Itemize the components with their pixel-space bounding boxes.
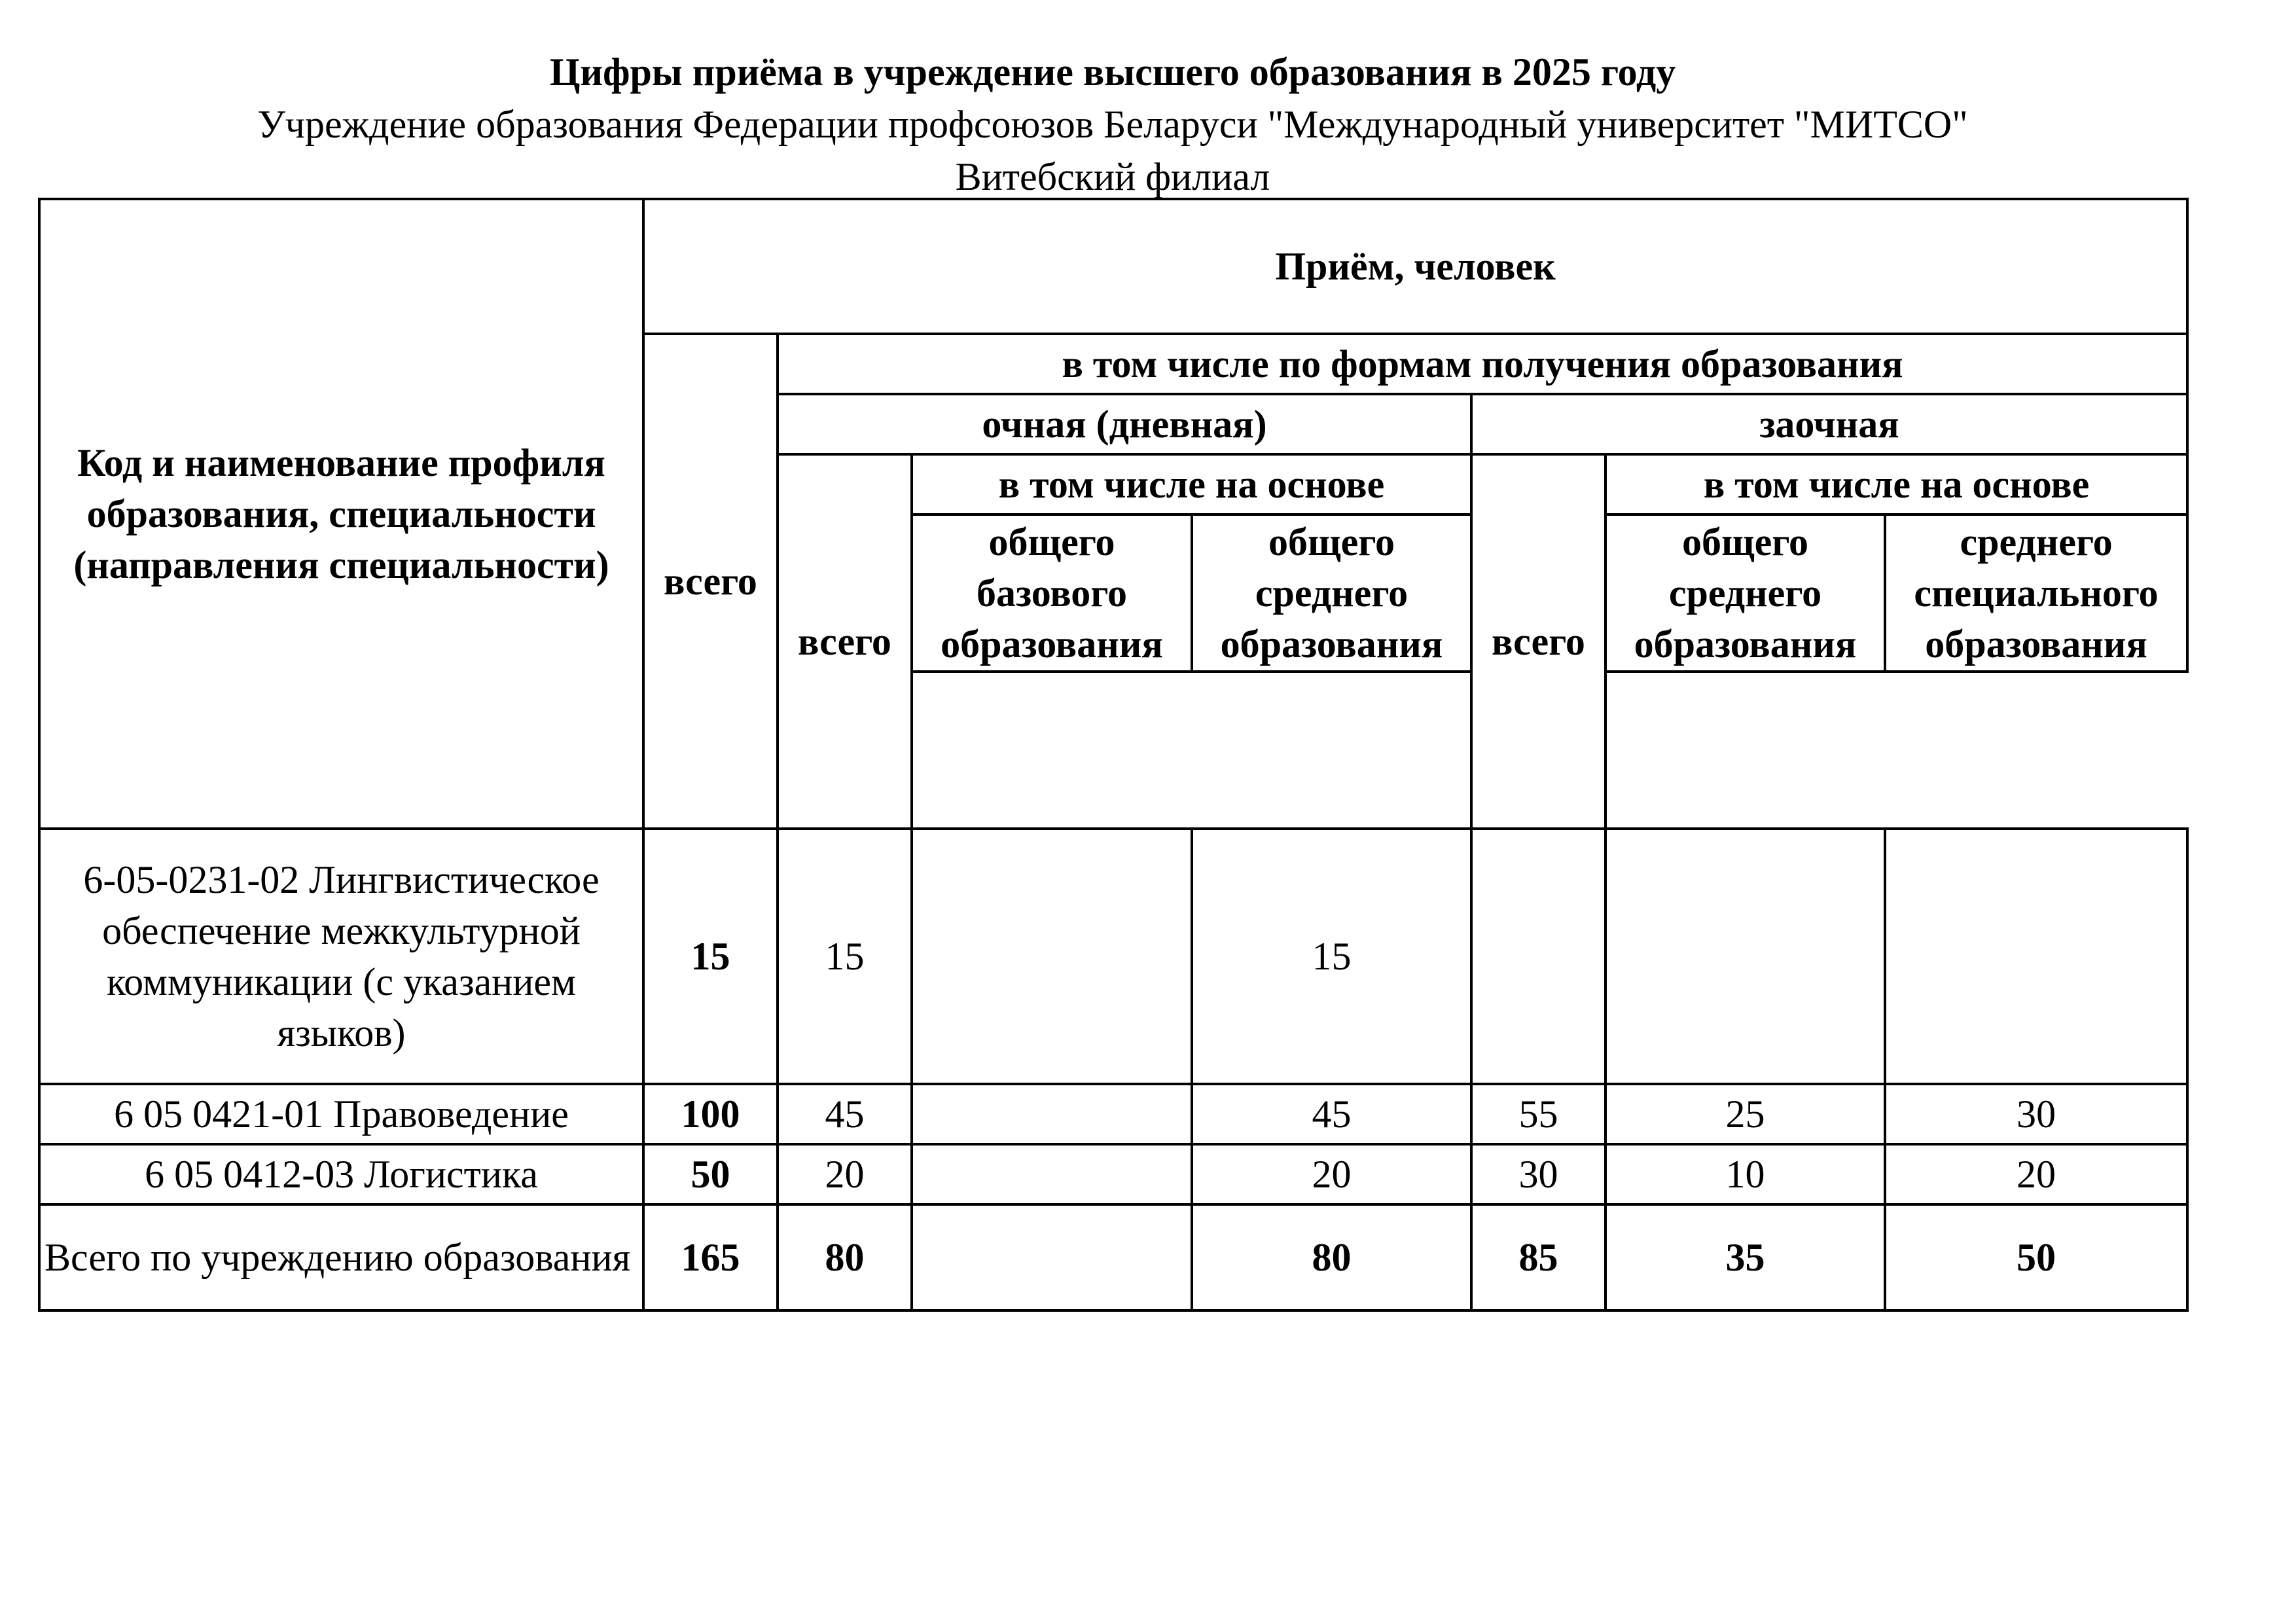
summary-ft-secondary: 80: [1192, 1204, 1471, 1310]
row-ft-total: 45: [778, 1084, 912, 1144]
row-name: 6 05 0412-03 Логистика: [39, 1144, 643, 1204]
forms-header: в том числе по формам получения образования: [778, 334, 2187, 394]
pt-secondary-header: общего среднего образования: [1605, 514, 1885, 672]
row-name: 6 05 0421-01 Правоведение: [39, 1084, 643, 1144]
fulltime-header: очная (дневная): [778, 394, 1471, 454]
row-pt-secondary: 10: [1605, 1144, 1885, 1204]
summary-pt-special: 50: [1885, 1204, 2187, 1310]
branch-name: Витебский филиал: [955, 155, 1270, 198]
document-title: Цифры приёма в учреждение высшего образования в 2025 году: [549, 50, 1676, 94]
summary-row: [39, 1204, 2187, 1310]
table-row: [39, 1144, 2187, 1204]
admission-header: Приём, человек: [643, 199, 2187, 334]
summary-pt-total: 85: [1471, 1204, 1605, 1310]
row-ft-basic: [912, 1144, 1192, 1204]
summary-total: 165: [643, 1204, 778, 1310]
row-ft-total: 15: [778, 829, 912, 1084]
row-pt-special: 20: [1885, 1144, 2187, 1204]
table-row: [39, 829, 2187, 1084]
row-pt-total: [1471, 829, 1605, 1084]
summary-ft-total: 80: [778, 1204, 912, 1310]
row-pt-total: 30: [1471, 1144, 1605, 1204]
profile-header: Код и наименование профиля образования, специальности (направления специальности): [39, 199, 643, 829]
row-ft-secondary: 15: [1192, 829, 1471, 1084]
row-pt-special: 30: [1885, 1084, 2187, 1144]
ft-basic-header: общего базового образования: [912, 514, 1192, 672]
parttime-based-on-header: в том числе на основе: [1605, 454, 2187, 514]
institution-name: Учреждение образования Федерации профсоюзов Беларуси "Международный университет "МИТСО": [257, 103, 1968, 146]
row-pt-total: 55: [1471, 1084, 1605, 1144]
row-total: 100: [643, 1084, 778, 1144]
document-header: [0, 46, 2225, 203]
row-name: 6-05-0231-02 Лингвистическое обеспечение межкультурной коммуникации (с указанием языков): [39, 829, 643, 1084]
parttime-header: заочная: [1471, 394, 2187, 454]
summary-name: Всего по учреждению образования: [39, 1204, 643, 1310]
row-pt-secondary: [1605, 829, 1885, 1084]
row-pt-secondary: 25: [1605, 1084, 1885, 1144]
pt-special-header: среднего специального образования: [1885, 514, 2187, 672]
ft-secondary-header: общего среднего образования: [1192, 514, 1471, 672]
summary-ft-basic: [912, 1204, 1192, 1310]
row-ft-secondary: 20: [1192, 1144, 1471, 1204]
table-row: [39, 1084, 2187, 1144]
row-ft-total: 20: [778, 1144, 912, 1204]
row-ft-secondary: 45: [1192, 1084, 1471, 1144]
row-pt-special: [1885, 829, 2187, 1084]
summary-pt-secondary: 35: [1605, 1204, 1885, 1310]
row-total: 50: [643, 1144, 778, 1204]
admission-table: [38, 198, 2189, 1312]
row-ft-basic: [912, 1084, 1192, 1144]
fulltime-total-header: всего: [778, 454, 912, 829]
total-header: всего: [643, 334, 778, 829]
fulltime-based-on-header: в том числе на основе: [912, 454, 1471, 514]
parttime-total-header: всего: [1471, 454, 1605, 829]
row-total: 15: [643, 829, 778, 1084]
row-ft-basic: [912, 829, 1192, 1084]
